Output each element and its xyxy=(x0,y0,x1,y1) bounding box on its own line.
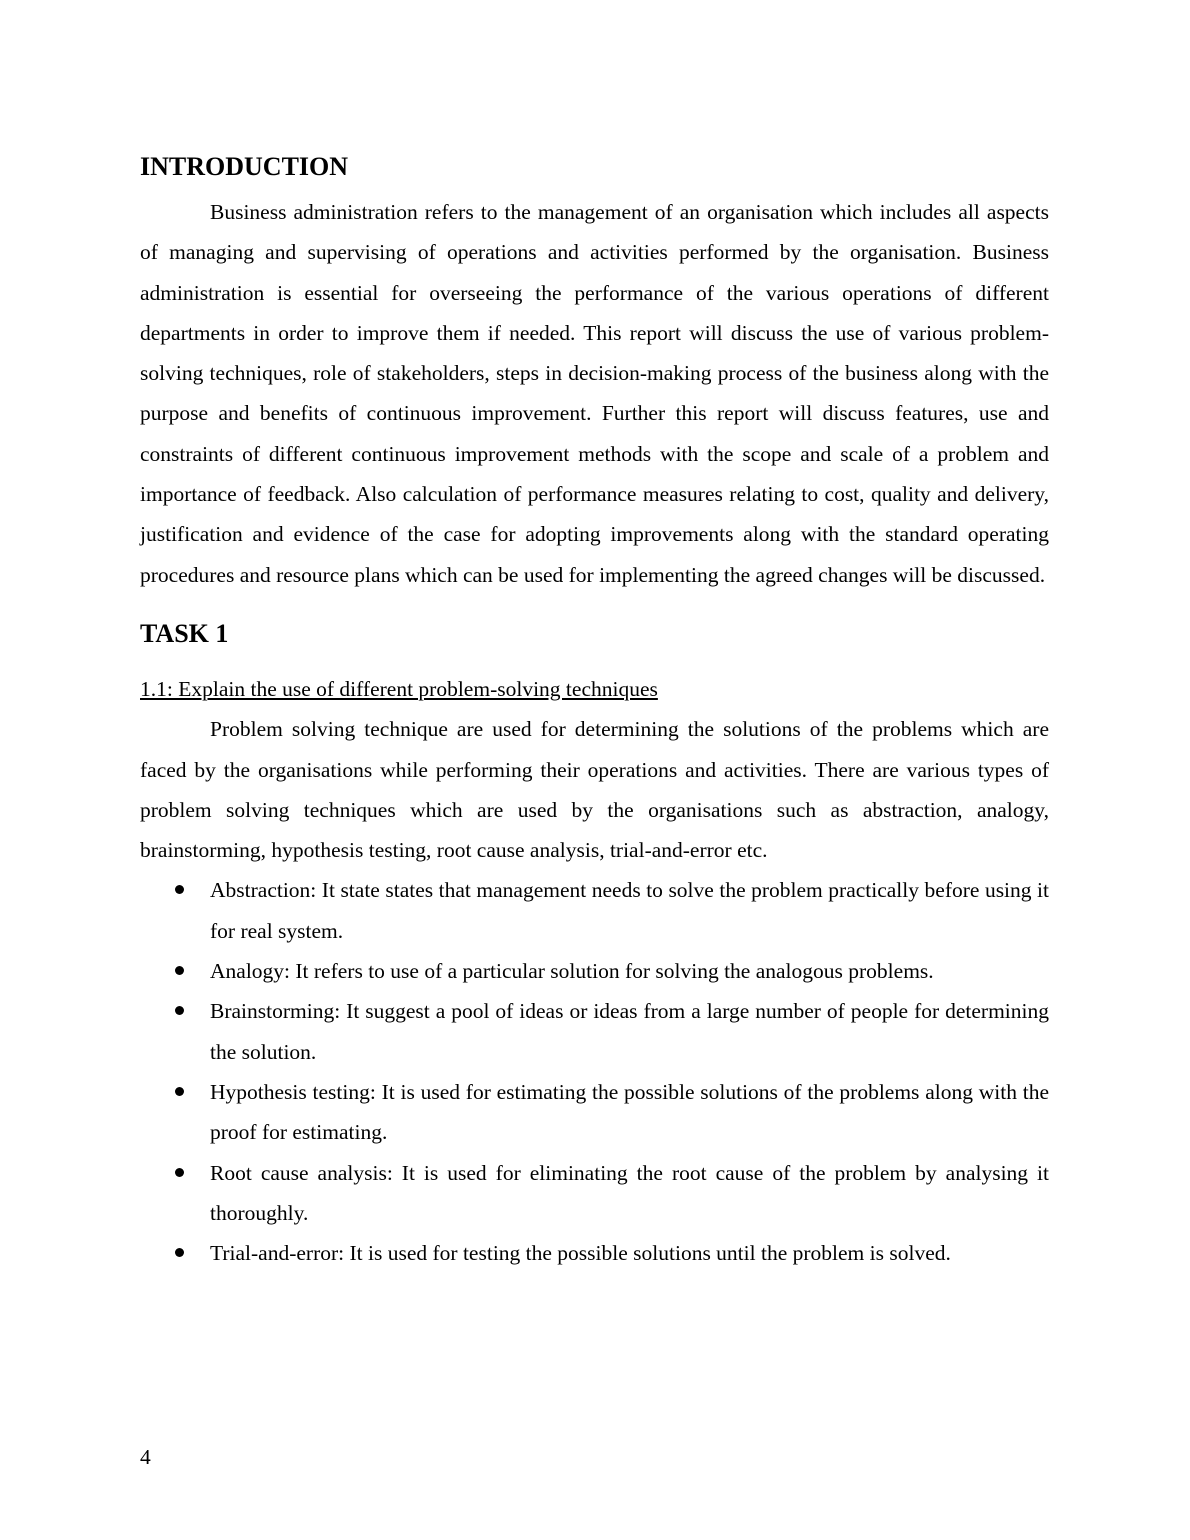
page-content xyxy=(140,150,1049,1273)
introduction-paragraph: Business administration refers to the management of an organisation which includes all aspects of managing and supervising of operations and activities performed by the organisation. Business administration is essential for overseeing the performance of the various operations of different departments in order to improve them if needed. This report will discuss the use of various problem-solving techniques, role of stakeholders, steps in decision-making process of the business along with the purpose and benefits of continuous improvement. Further this report will discuss features, use and constraints of different continuous improvement methods with the scope and scale of a problem and importance of feedback. Also calculation of performance measures relating to cost, quality and delivery, justification and evidence of the case for adopting improvements along with the standard operating procedures and resource plans which can be used for implementing the agreed changes will be discussed. xyxy=(140,200,1049,587)
bullet-icon xyxy=(175,1168,184,1177)
list-item xyxy=(140,1233,1049,1273)
list-item-text: Brainstorming: It suggest a pool of ideas or ideas from a large number of people for determining the solution. xyxy=(210,999,1049,1064)
list-item-text: Root cause analysis: It is used for eliminating the root cause of the problem by analysing it thoroughly. xyxy=(210,1160,1049,1225)
list-item xyxy=(140,1153,1049,1234)
list-item xyxy=(140,951,1049,991)
list-item-text: Trial-and-error: It is used for testing the possible solutions until the problem is solved. xyxy=(210,1241,951,1266)
task1-paragraph: Problem solving technique are used for determining the solutions of the problems which are faced by the organisations while performing their operations and activities. There are various types of problem solving techniques which are used by the organisations such as abstraction, analogy, brainstorming, hypothesis testing, root cause analysis, trial-and-error etc. xyxy=(140,717,1049,863)
bullet-icon xyxy=(175,966,184,975)
task1-heading: TASK 1 xyxy=(140,618,229,648)
page-number: 4 xyxy=(140,1445,151,1469)
bullet-icon xyxy=(175,885,184,894)
list-item-text: Hypothesis testing: It is used for estimating the possible solutions of the problems along with the proof for estimating. xyxy=(210,1079,1049,1145)
bullet-icon xyxy=(175,1248,184,1257)
list-item xyxy=(140,870,1049,951)
introduction-heading: INTRODUCTION xyxy=(140,152,349,181)
list-item xyxy=(140,1072,1049,1153)
techniques-list xyxy=(140,870,1049,1273)
bullet-icon xyxy=(175,1006,184,1015)
bullet-icon xyxy=(175,1087,184,1096)
task1-subheading: 1.1: Explain the use of different problem-solving techniques xyxy=(140,676,658,701)
list-item xyxy=(140,991,1049,1072)
list-item-text: Analogy: It refers to use of a particular solution for solving the analogous problems. xyxy=(210,959,934,984)
list-item-text: Abstraction: It state states that management needs to solve the problem practically before using it for real system. xyxy=(210,878,1049,943)
